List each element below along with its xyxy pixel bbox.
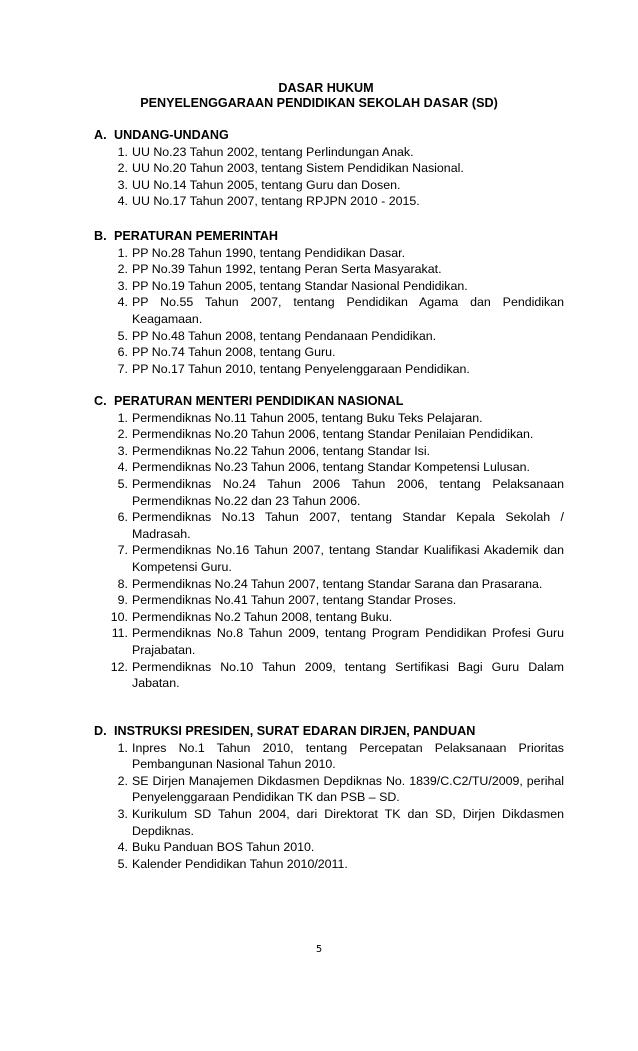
list-item [94, 361, 564, 378]
list-item [94, 509, 564, 542]
item-text: Permendiknas No.24 Tahun 2007, tentang Standar Sarana dan Prasarana. [132, 576, 543, 591]
list-item [94, 443, 564, 460]
item-number: 2. [117, 773, 128, 788]
item-list [94, 740, 564, 873]
section-heading [94, 228, 564, 245]
item-number: 11. [111, 626, 128, 641]
item-text: UU No.23 Tahun 2002, tentang Perlindungan Anak. [132, 144, 414, 159]
item-number: 12. [110, 659, 128, 674]
section-heading [94, 723, 564, 740]
section-heading [94, 127, 564, 144]
list-item [94, 344, 564, 361]
item-number: 10. [110, 609, 128, 624]
item-text: Permendiknas No.13 Tahun 2007, tentang Standar Kepala Sekolah / Madrasah. [132, 510, 564, 541]
item-number: 7. [117, 543, 128, 558]
list-item [94, 625, 564, 658]
item-number: 2. [117, 427, 128, 442]
item-text: PP No.17 Tahun 2010, tentang Penyelenggaraan Pendidikan. [132, 361, 470, 376]
item-text: UU No.17 Tahun 2007, tentang RPJPN 2010 - 2015. [132, 194, 420, 209]
item-list [94, 144, 564, 210]
item-text: Permendiknas No.2 Tahun 2008, tentang Buku. [132, 609, 393, 624]
list-item [94, 856, 564, 873]
list-item [94, 160, 564, 177]
item-number: 6. [117, 345, 128, 360]
list-item [94, 294, 564, 327]
item-number: 2. [117, 161, 128, 176]
section-letter: B. [94, 229, 107, 243]
item-text: Kurikulum SD Tahun 2004, dari Direktorat TK dan SD, Dirjen Dikdasmen Depdiknas. [132, 806, 564, 838]
list-item [94, 144, 564, 161]
item-text: Permendiknas No.41 Tahun 2007, tentang Standar Proses. [132, 593, 457, 608]
item-text: Permendiknas No.16 Tahun 2007, tentang Standar Kualifikasi Akademik dan Kompetensi Guru. [132, 543, 564, 574]
item-text: Inpres No.1 Tahun 2010, tentang Percepatan Pelaksanaan Prioritas Pembangunan Nasional Tahun 2010. [132, 740, 564, 772]
list-item [94, 839, 564, 856]
list-item [94, 410, 564, 427]
item-number: 4. [117, 194, 128, 209]
list-item [94, 193, 564, 210]
item-text: Permendiknas No.8 Tahun 2009, tentang Program Pendidikan Profesi Guru Prajabatan. [132, 626, 564, 657]
item-text: PP No.19 Tahun 2005, tentang Standar Nasional Pendidikan. [132, 278, 468, 293]
list-item [94, 278, 564, 295]
list-item [94, 576, 564, 593]
item-number: 1. [117, 740, 128, 755]
document-subtitle: PENYELENGGARAAN PENDIDIKAN SEKOLAH DASAR (SD) [140, 96, 498, 110]
item-number: 3. [117, 177, 128, 192]
list-item [94, 177, 564, 194]
item-number: 7. [117, 361, 128, 376]
list-item [94, 261, 564, 278]
item-number: 8. [117, 576, 128, 591]
item-number: 2. [117, 262, 128, 277]
item-number: 5. [117, 856, 128, 871]
section-title: UNDANG-UNDANG [114, 128, 229, 142]
item-text: Permendiknas No.20 Tahun 2006, tentang Standar Penilaian Pendidikan. [132, 427, 534, 442]
section-undang-undang [94, 127, 564, 210]
item-text: Permendiknas No.23 Tahun 2006, tentang Standar Kompetensi Lulusan. [132, 460, 530, 475]
item-text: SE Dirjen Manajemen Dikdasmen Depdiknas No. 1839/C.C2/TU/2009, perihal Penyelenggaraan Pendidikan TK dan PSB – SD. [132, 773, 564, 805]
section-letter: A. [94, 128, 107, 142]
item-text: Permendiknas No.11 Tahun 2005, tentang Buku Teks Pelajaran. [132, 410, 483, 425]
list-item [94, 773, 564, 806]
item-text: PP No.48 Tahun 2008, tentang Pendanaan Pendidikan. [132, 328, 437, 343]
list-item [94, 659, 564, 692]
item-number: 4. [117, 460, 128, 475]
item-text: PP No.28 Tahun 1990, tentang Pendidikan Dasar. [132, 245, 406, 260]
item-list [94, 245, 564, 378]
section-instruksi-presiden [94, 723, 564, 872]
list-item [94, 806, 564, 839]
item-number: 6. [117, 510, 128, 525]
item-text: UU No.14 Tahun 2005, tentang Guru dan Dosen. [132, 177, 401, 192]
list-item [94, 609, 564, 626]
section-title: PERATURAN PEMERINTAH [114, 229, 278, 243]
item-number: 4. [117, 840, 128, 855]
item-number: 5. [117, 476, 128, 491]
item-text: Permendiknas No.10 Tahun 2009, tentang Sertifikasi Bagi Guru Dalam Jabatan. [132, 659, 564, 691]
item-number: 3. [117, 278, 128, 293]
item-text: Permendiknas No.22 Tahun 2006, tentang Standar Isi. [132, 443, 431, 458]
item-number: 3. [117, 443, 128, 458]
item-number: 4. [117, 295, 128, 310]
list-item [94, 592, 564, 609]
list-item [94, 459, 564, 476]
item-text: PP No.74 Tahun 2008, tentang Guru. [132, 345, 336, 360]
item-list [94, 410, 564, 692]
list-item [94, 542, 564, 575]
section-title: INSTRUKSI PRESIDEN, SURAT EDARAN DIRJEN, PANDUAN [114, 724, 476, 738]
item-number: 5. [117, 328, 128, 343]
list-item [94, 328, 564, 345]
list-item [94, 740, 564, 773]
item-number: 3. [117, 806, 128, 821]
item-number: 1. [117, 144, 128, 159]
section-letter: D. [94, 724, 107, 738]
item-text: PP No.55 Tahun 2007, tentang Pendidikan Agama dan Pendidikan Keagamaan. [132, 295, 564, 326]
item-text: UU No.20 Tahun 2003, tentang Sistem Pendidikan Nasional. [132, 161, 464, 176]
page-number: 5 [315, 944, 323, 955]
item-text: Permendiknas No.24 Tahun 2006 Tahun 2006, tentang Pelaksanaan Permendiknas No.22 dan 23 Tahun 2006. [132, 476, 564, 508]
section-heading [94, 393, 564, 410]
item-number: 1. [117, 410, 128, 425]
list-item [94, 476, 564, 509]
item-number: 9. [117, 593, 128, 608]
section-peraturan-menteri [94, 393, 564, 692]
list-item [94, 245, 564, 262]
section-peraturan-pemerintah [94, 228, 564, 377]
section-letter: C. [94, 394, 107, 408]
item-text: PP No.39 Tahun 1992, tentang Peran Serta Masyarakat. [132, 262, 442, 277]
section-title: PERATURAN MENTERI PENDIDIKAN NASIONAL [114, 394, 404, 408]
document-title: DASAR HUKUM [278, 81, 374, 95]
item-number: 1. [117, 245, 128, 260]
item-text: Kalender Pendidikan Tahun 2010/2011. [132, 856, 348, 871]
item-text: Buku Panduan BOS Tahun 2010. [132, 840, 315, 855]
list-item [94, 426, 564, 443]
